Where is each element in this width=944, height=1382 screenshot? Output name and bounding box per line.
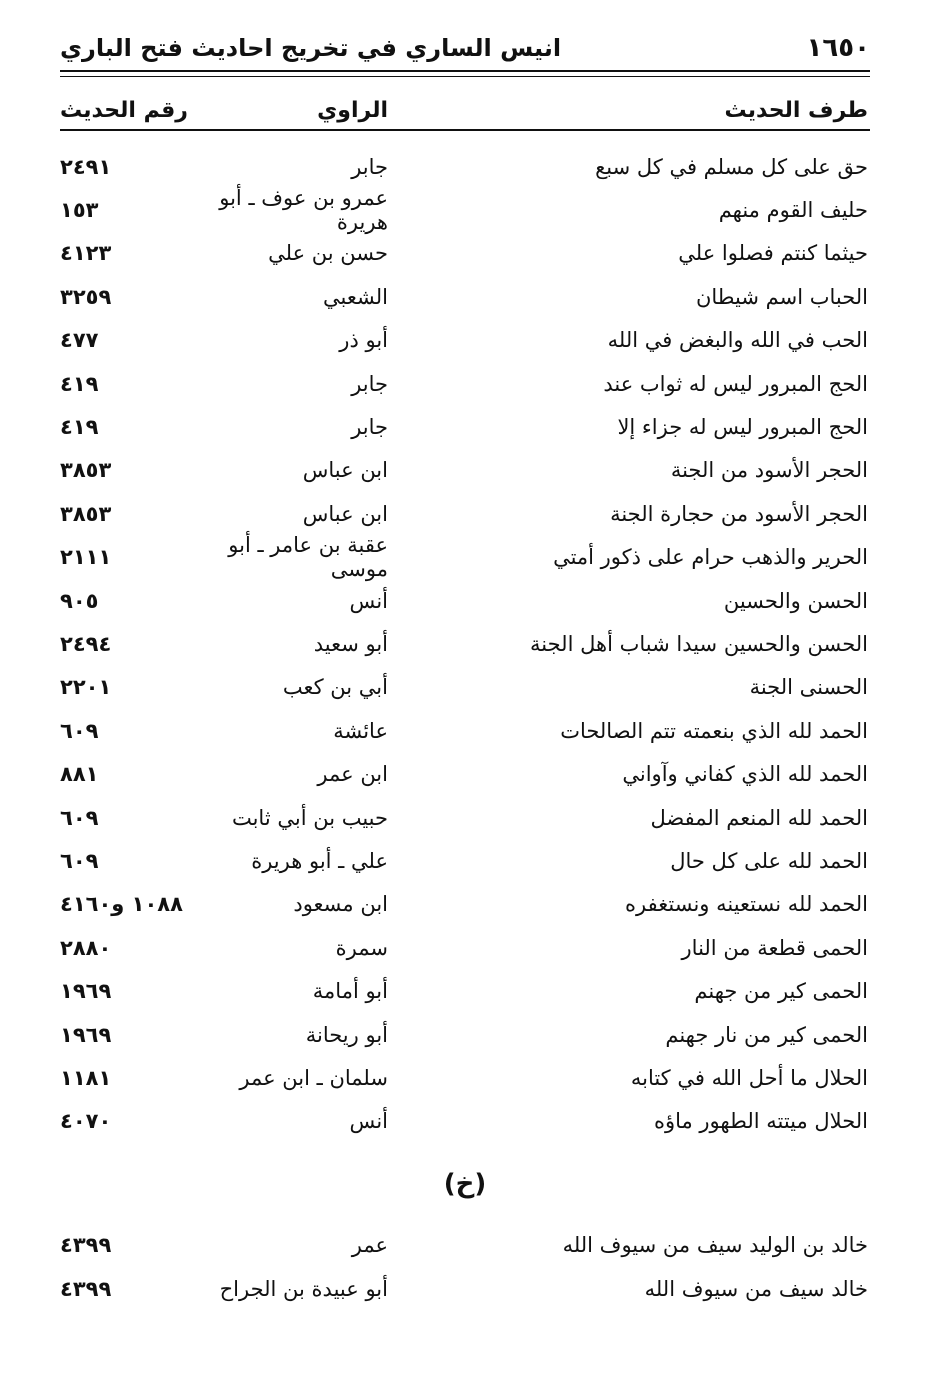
hadith-number: ٦٠٩ — [60, 848, 99, 873]
column-headers — [60, 77, 870, 129]
index-entry-row — [60, 926, 870, 969]
hadith-text: الحمد لله الذي كفاني وآواني — [622, 762, 868, 787]
hadith-text: حق على كل مسلم في كل سبع — [595, 154, 868, 179]
narrator-name: حسن بن علي — [268, 241, 388, 266]
hadith-text: الحمى قطعة من النار — [681, 935, 868, 960]
hadith-text: حيثما كنتم فصلوا علي — [678, 241, 868, 266]
column-header-number: رقم الحديث — [60, 98, 188, 123]
narrator-name: جابر — [351, 415, 388, 440]
narrator-name: حبيب بن أبي ثابت — [231, 805, 388, 830]
narrator-name: أبي بن كعب — [282, 675, 388, 700]
index-entry-row — [60, 405, 870, 448]
hadith-number: ٤٣٩٩ — [60, 1276, 112, 1301]
hadith-text: الحجر الأسود من حجارة الجنة — [610, 501, 868, 526]
index-entry-row — [60, 275, 870, 318]
hadith-text: الحمى كير من نار جهنم — [665, 1022, 868, 1047]
hadith-text: الحسنى الجنة — [749, 675, 868, 700]
narrator-name: ابن مسعود — [293, 892, 388, 917]
index-page — [60, 30, 870, 1311]
hadith-number: ٤١٩ — [60, 415, 99, 440]
narrator-name: أبو أمامة — [312, 979, 388, 1004]
narrator-name: ابن عباس — [302, 501, 388, 526]
hadith-number: ٦٠٩ — [60, 805, 99, 830]
hadith-text: الحمد لله على كل حال — [670, 848, 868, 873]
hadith-number: ١٠٨٨ و٤١٦٠ — [60, 892, 183, 917]
hadith-number: ٢١١١ — [60, 545, 112, 570]
narrator-name: جابر — [351, 371, 388, 396]
narrator-name: أبو عبيدة بن الجراح — [219, 1276, 388, 1301]
index-entry-row — [60, 186, 870, 235]
hadith-text: الحرير والذهب حرام على ذكور أمتي — [553, 545, 868, 570]
hadith-text: الحج المبرور ليس له جزاء إلا — [617, 415, 868, 440]
narrator-name: جابر — [351, 154, 388, 179]
narrator-name: أنس — [349, 588, 388, 613]
index-entry-row — [60, 492, 870, 535]
hadith-number: ٤٧٧ — [60, 328, 99, 353]
index-entry-row — [60, 666, 870, 709]
index-entry-row — [60, 1267, 870, 1311]
hadith-number: ٤٠٧٠ — [60, 1109, 112, 1134]
hadith-text: الحمد لله نستعينه ونستغفره — [625, 892, 868, 917]
narrator-name: أنس — [349, 1109, 388, 1134]
narrator-name: عقبة بن عامر ـ أبو موسى — [228, 533, 388, 582]
column-header-narrator: الراوي — [317, 98, 388, 123]
index-entry-row — [60, 969, 870, 1012]
index-entry-row — [60, 1056, 870, 1099]
hadith-text: حليف القوم منهم — [718, 198, 868, 223]
hadith-number: ٢٤٩١ — [60, 154, 112, 179]
index-entries-kha — [60, 1223, 870, 1311]
running-head — [60, 30, 870, 66]
hadith-text: الحج المبرور ليس له ثواب عند — [603, 371, 868, 396]
hadith-text: الحب في الله والبغض في الله — [607, 328, 868, 353]
index-entry-row — [60, 1223, 870, 1267]
index-entry-row — [60, 145, 870, 188]
index-entry-row — [60, 319, 870, 362]
section-letter-kha: (خ) — [443, 1168, 487, 1199]
hadith-text: الحمد لله المنعم المفضل — [650, 805, 868, 830]
page-number: ١٦٥٠ — [806, 33, 870, 63]
index-entry-row — [60, 709, 870, 752]
hadith-number: ٣٨٥٣ — [60, 458, 112, 483]
hadith-text: خالد بن الوليد سيف من سيوف الله — [562, 1232, 868, 1257]
hadith-number: ٣٢٥٩ — [60, 284, 112, 309]
narrator-name: الشعبي — [323, 284, 388, 309]
hadith-number: ٩٠٥ — [60, 588, 99, 613]
hadith-number: ٣٨٥٣ — [60, 501, 112, 526]
hadith-number: ٤١٩ — [60, 371, 99, 396]
index-entry-row — [60, 579, 870, 622]
index-entry-row — [60, 449, 870, 492]
narrator-name: أبو ريحانة — [305, 1022, 388, 1047]
narrator-name: عمر — [351, 1232, 388, 1257]
hadith-number: ١٩٦٩ — [60, 1022, 112, 1047]
hadith-number: ٢٤٩٤ — [60, 631, 112, 656]
hadith-text: الحسن والحسين سيدا شباب أهل الجنة — [530, 631, 868, 656]
hadith-number: ٢٢٠١ — [60, 675, 112, 700]
narrator-name: سمرة — [335, 935, 388, 960]
hadith-number: ٤١٢٣ — [60, 241, 112, 266]
index-entry-row — [60, 839, 870, 882]
index-entry-row — [60, 752, 870, 795]
index-entry-row — [60, 622, 870, 665]
hadith-text: الحجر الأسود من الجنة — [670, 458, 868, 483]
hadith-text: خالد سيف من سيوف الله — [644, 1276, 868, 1301]
hadith-number: ٦٠٩ — [60, 718, 99, 743]
index-entry-row — [60, 796, 870, 839]
column-header-rule — [60, 129, 870, 131]
index-entry-row — [60, 232, 870, 275]
hadith-number: ٤٣٩٩ — [60, 1232, 112, 1257]
header-rule-thick — [60, 70, 870, 72]
index-entry-row — [60, 362, 870, 405]
hadith-text: الحلال ما أحل الله في كتابه — [630, 1065, 868, 1090]
hadith-number: ١٥٣ — [60, 198, 99, 223]
narrator-name: ابن عمر — [317, 762, 388, 787]
column-header-hadith: طرف الحديث — [724, 98, 868, 123]
narrator-name: عمرو بن عوف ـ أبو هريرة — [219, 186, 388, 235]
narrator-name: ابن عباس — [302, 458, 388, 483]
hadith-number: ١٩٦٩ — [60, 979, 112, 1004]
narrator-name: عائشة — [333, 718, 388, 743]
index-entry-row — [60, 1100, 870, 1143]
hadith-text: الحمى كير من جهنم — [694, 979, 868, 1004]
narrator-name: سلمان ـ ابن عمر — [239, 1065, 388, 1090]
index-entries — [60, 145, 870, 1143]
hadith-number: ١١٨١ — [60, 1065, 112, 1090]
index-entry-row — [60, 1013, 870, 1056]
narrator-name: علي ـ أبو هريرة — [251, 848, 388, 873]
hadith-number: ٨٨١ — [60, 762, 99, 787]
hadith-text: الحلال ميتته الطهور ماؤه — [653, 1109, 868, 1134]
hadith-text: الحمد لله الذي بنعمته تتم الصالحات — [560, 718, 868, 743]
index-entry-row — [60, 533, 870, 582]
narrator-name: أبو ذر — [339, 328, 388, 353]
narrator-name: أبو سعيد — [313, 631, 388, 656]
book-title: انيس الساري في تخريج احاديث فتح الباري — [60, 34, 562, 62]
hadith-number: ٢٨٨٠ — [60, 935, 112, 960]
hadith-text: الحباب اسم شيطان — [695, 284, 868, 309]
index-entry-row — [60, 883, 870, 926]
hadith-text: الحسن والحسين — [723, 588, 868, 613]
